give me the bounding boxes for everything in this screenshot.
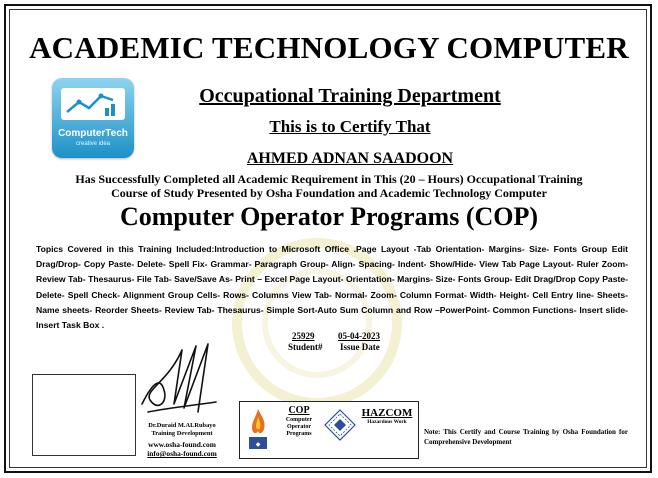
photo-box: [32, 374, 136, 456]
student-label: Student#: [288, 342, 323, 352]
signatory-info: [140, 422, 224, 438]
cop-full: Computer Operator Programs: [285, 417, 313, 437]
recipient-name: AHMED ADNAN SAADOON: [246, 150, 454, 167]
issue-date: 05-04-2023: [338, 331, 380, 341]
svg-text:◆: ◆: [255, 442, 261, 448]
department-title: Occupational Training Department: [199, 85, 501, 107]
hazcom-title: HAZCOM: [361, 407, 413, 419]
logo-title: ComputerTech: [58, 128, 128, 139]
website-link[interactable]: www.osha-found.com: [148, 440, 216, 449]
signatory-name: Dr.Duraid M.ALRubayo: [148, 422, 216, 429]
topics-paragraph: Topics Covered in this Training Included:Introduction to Microsoft Office .Page Layout -Tab Orientation- Margins- Size- Fonts Group Edit Drag/Drop- Copy Paste- Delete- Spell Fix- Grammar- Paragraph Group- Align- Spacing- Indent- Show/Hide- View Tab Page Layout- Ruler Zoom- Review Tab- Thesaurus- File Tab- Save/Save As- Print – Excel Page Layout- Orientation- Margins- Size- Fonts Group- Edit Drag/Drop Copy Paste- Delete- Spell Check- Alignment Group Cells- Rows- Columns View Tab- Normal- Zoom- Column Format- Width- Height- Cell Entry line- Sheets- Name sheets- Reorder Sheets- Review Tab- Thesaurus- Simple Sort-Auto Sum Column and Row –PowerPoint- Common Functions- Insert slide- Insert Task Box .: [36, 244, 628, 331]
chart-board-icon: [61, 88, 125, 120]
contact-links: [140, 440, 224, 458]
certify-line: This is to Certify That: [269, 117, 431, 136]
completion-statement: Has Successfully Completed all Academic Requirement in This (20 – Hours) Occupational Training Course of Study Presented by Osha Foundation and Academic Technology Computer: [75, 172, 583, 200]
badges-box: [239, 401, 419, 459]
student-number: 25929: [292, 331, 315, 341]
email-link[interactable]: info@osha-found.com: [147, 449, 217, 458]
issue-label: Issue Date: [340, 342, 380, 352]
signature: [138, 342, 238, 422]
cop-badge: [276, 405, 322, 438]
academy-name: ACADEMIC TECHNOLOGY COMPUTER: [29, 30, 629, 65]
hazard-diamond-icon: [324, 409, 356, 441]
signatory-role: Training Development: [151, 430, 213, 437]
course-title: Computer Operator Programs (COP): [119, 202, 539, 231]
hazcom-sub: Hazardous Work: [367, 419, 407, 425]
cop-abbr: COP: [288, 405, 310, 416]
computer-tech-logo: [52, 78, 134, 158]
logo-tagline: creative idea: [75, 141, 111, 147]
flame-icon: [246, 407, 270, 453]
footer-note: Note: This Certify and Course Training by Osha Foundation for Comprehensive Development: [424, 428, 628, 446]
hazcom-badge: [356, 407, 418, 425]
